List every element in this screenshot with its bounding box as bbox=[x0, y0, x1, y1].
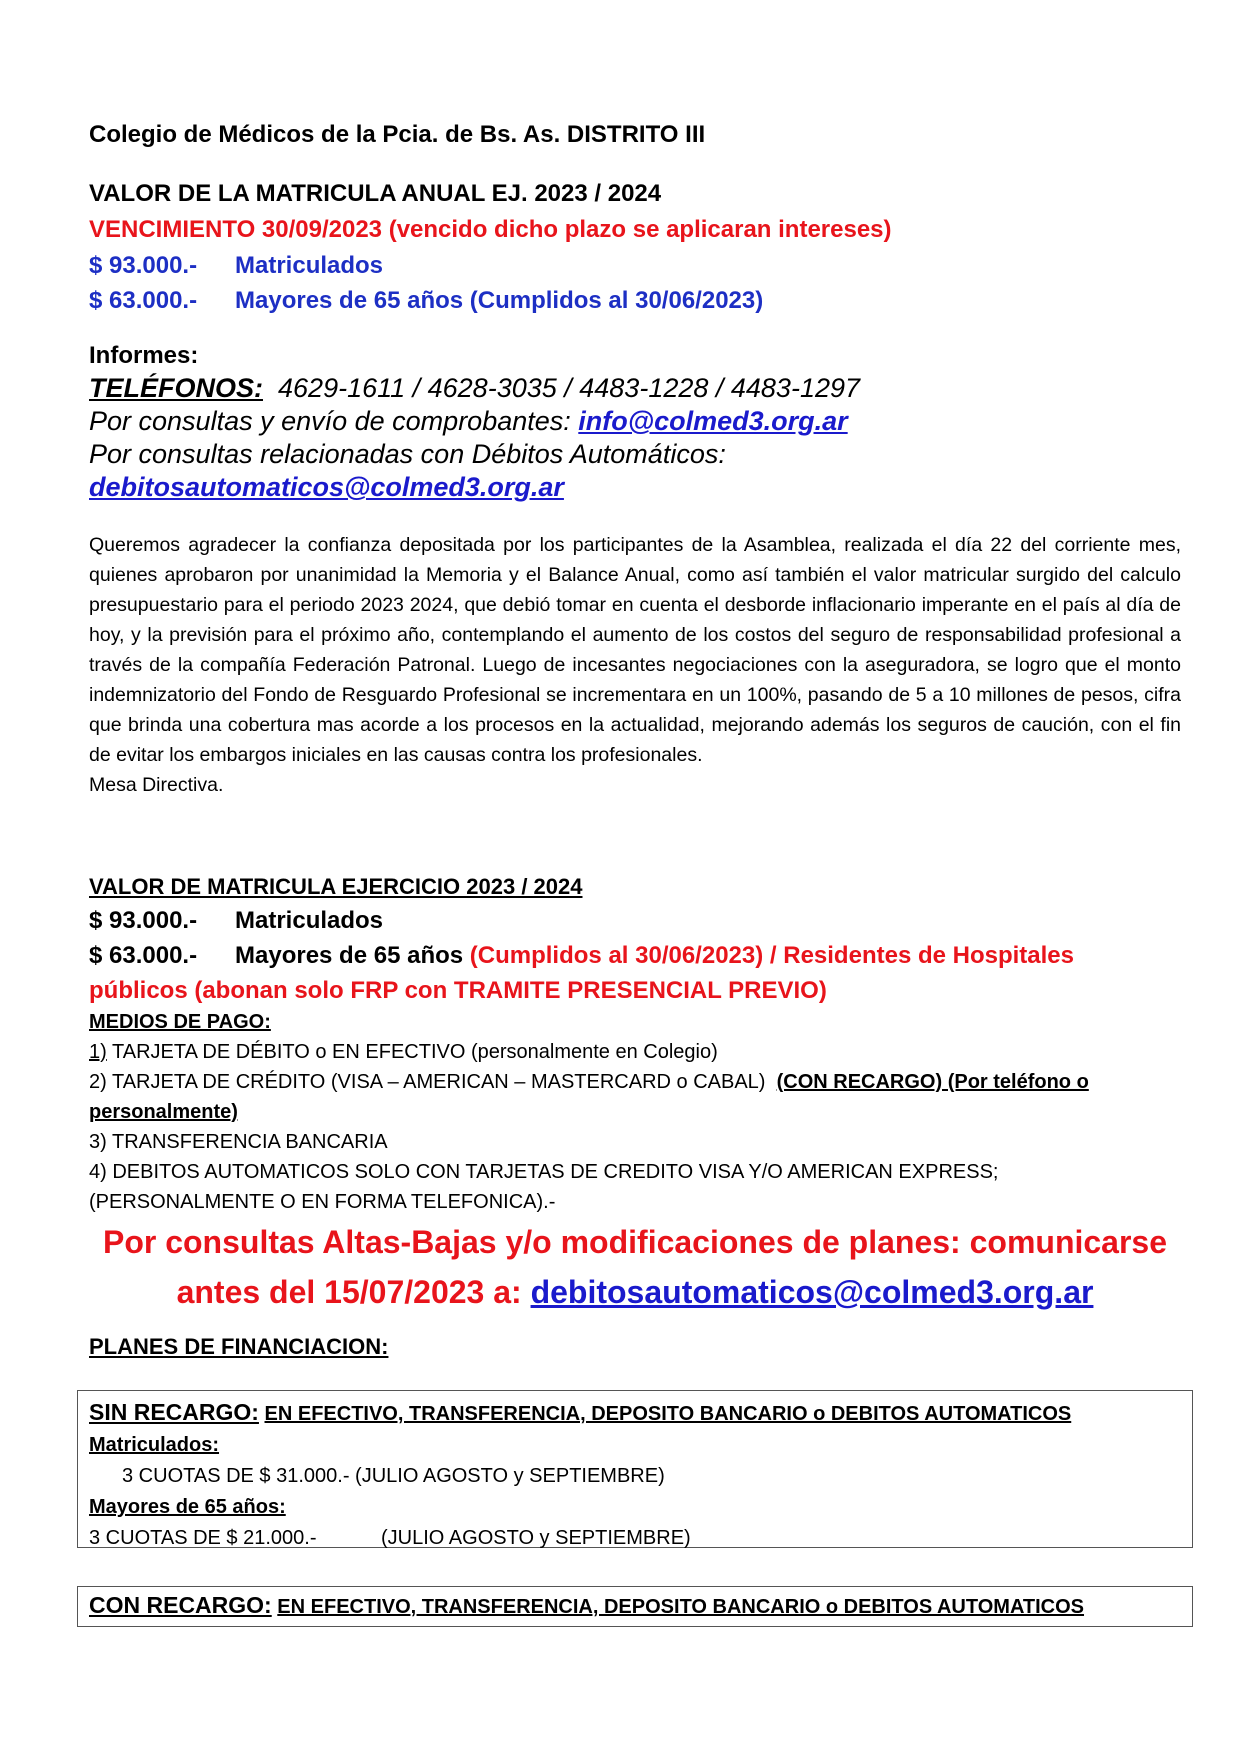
payment-item-text: 2) TARJETA DE CRÉDITO (VISA – AMERICAN – MASTERCARD o CABAL) bbox=[89, 1071, 766, 1093]
plan-title-row bbox=[89, 1590, 1181, 1623]
notice-text: antes del 15/07/2023 a: bbox=[176, 1274, 522, 1310]
fee-row-matriculados bbox=[89, 252, 383, 280]
plan-box-con-recargo bbox=[77, 1586, 1193, 1627]
fee-amount: $ 63.000.- bbox=[89, 942, 198, 969]
notice-line-2 bbox=[80, 1267, 1190, 1317]
payment-item-4-continued: (PERSONALMENTE O EN FORMA TELEFONICA).- bbox=[89, 1191, 556, 1213]
plan-group-label: Mayores de 65 años: bbox=[89, 1496, 286, 1518]
payment-item-text: TARJETA DE DÉBITO o EN EFECTIVO (personalmente en Colegio) bbox=[106, 1041, 718, 1063]
payment-item-number: 1) bbox=[89, 1041, 107, 1063]
consultas-line bbox=[89, 406, 848, 437]
plan-methods: EN EFECTIVO, TRANSFERENCIA, DEPOSITO BANCARIO o DEBITOS AUTOMATICOS bbox=[264, 1403, 1072, 1425]
fee-label: Matriculados bbox=[235, 907, 384, 934]
notice-email-link[interactable]: debitosautomaticos@colmed3.org.ar bbox=[530, 1274, 1094, 1310]
phones-label: TELÉFONOS: bbox=[89, 373, 263, 403]
message-body: Queremos agradecer la confianza depositada por los participantes de la Asamblea, realizada el día 22 del corriente mes, quienes aprobaron por unanimidad la Memoria y el Balance Anual, como así también el valor matricular surgido del calculo presupuestario para el periodo 2023 2024, que debió tomar en cuenta el desborde inflacionario imperante en el país al día de hoy, y la previsión para el próximo año, contemplando el aumento de los costos del seguro de responsabilidad profesional a través de la compañía Federación Patronal. Luego de incesantes negociaciones con la aseguradora, se logro que el monto indemnizatorio del Fondo de Resguardo Profesional se incrementara en un 100%, pasando de 5 a 10 millones de pesos, cifra que brinda una cobertura mas acorde a los procesos en la actualidad, mejorando además los seguros de caución, con el fin de evitar los embargos iniciales en las causas contra los profesionales. bbox=[89, 534, 1181, 766]
plan-group-line: 3 CUOTAS DE $ 31.000.- (JULIO AGOSTO y SEPTIEMBRE) bbox=[122, 1465, 665, 1487]
informes-heading: Informes: bbox=[89, 342, 199, 369]
fee-note-continued: públicos (abonan solo FRP con TRAMITE PRESENCIAL PREVIO) bbox=[89, 977, 827, 1004]
plan-title: CON RECARGO: bbox=[89, 1592, 272, 1618]
payment-item-4: 4) DEBITOS AUTOMATICOS SOLO CON TARJETAS DE CREDITO VISA Y/O AMERICAN EXPRESS; bbox=[89, 1161, 999, 1183]
fee-amount: $ 63.000.- bbox=[89, 287, 198, 314]
payment-heading: MEDIOS DE PAGO: bbox=[89, 1011, 271, 1033]
fee-amount: $ 93.000.- bbox=[89, 907, 198, 934]
message-signature: Mesa Directiva. bbox=[89, 774, 224, 796]
fee-label: Mayores de 65 años (Cumplidos al 30/06/2023) bbox=[235, 287, 764, 314]
section2-fee-mayores bbox=[89, 942, 1074, 970]
payment-item-3: 3) TRANSFERENCIA BANCARIA bbox=[89, 1131, 388, 1153]
message-paragraph bbox=[89, 530, 1181, 800]
plan-installments: 3 CUOTAS DE $ 21.000.- bbox=[89, 1527, 317, 1549]
debitos-text: Por consultas relacionadas con Débitos Automáticos: bbox=[89, 439, 726, 469]
notice-line-1: Por consultas Altas-Bajas y/o modificaciones de planes: comunicarse bbox=[102, 1224, 1168, 1260]
fee-row-mayores bbox=[89, 287, 763, 315]
annual-fee-title: VALOR DE LA MATRICULA ANUAL EJ. 2023 / 2024 bbox=[89, 180, 662, 207]
section2-fee-matriculados bbox=[89, 907, 383, 935]
section2-title: VALOR DE MATRICULA EJERCICIO 2023 / 2024 bbox=[89, 874, 583, 899]
due-date-notice: VENCIMIENTO 30/09/2023 (vencido dicho plazo se aplicaran intereses) bbox=[89, 216, 892, 243]
debitos-email-link[interactable]: debitosautomaticos@colmed3.org.ar bbox=[89, 472, 564, 502]
plan-methods: EN EFECTIVO, TRANSFERENCIA, DEPOSITO BANCARIO o DEBITOS AUTOMATICOS bbox=[277, 1596, 1085, 1618]
consultas-text: Por consultas y envío de comprobantes: bbox=[89, 406, 571, 436]
fee-label: Matriculados bbox=[235, 252, 384, 279]
plan-group-label: Matriculados: bbox=[89, 1434, 220, 1456]
plan-group-line bbox=[89, 1523, 1181, 1554]
plans-heading: PLANES DE FINANCIACION: bbox=[89, 1334, 389, 1359]
info-email-link[interactable]: info@colmed3.org.ar bbox=[578, 406, 848, 436]
fee-label: Mayores de 65 años bbox=[235, 942, 464, 969]
plan-title: SIN RECARGO: bbox=[89, 1399, 259, 1425]
institution-heading: Colegio de Médicos de la Pcia. de Bs. As. DISTRITO III bbox=[89, 121, 706, 148]
fee-amount: $ 93.000.- bbox=[89, 252, 198, 279]
plan-months: (JULIO AGOSTO y SEPTIEMBRE) bbox=[381, 1527, 691, 1549]
payment-item-2 bbox=[89, 1071, 1089, 1094]
plan-box-sin-recargo bbox=[77, 1390, 1193, 1548]
payment-item-1 bbox=[89, 1041, 718, 1064]
payment-item-note: (CON RECARGO) (Por teléfono o bbox=[776, 1071, 1089, 1093]
fee-note: (Cumplidos al 30/06/2023) / Residentes de Hospitales bbox=[469, 942, 1074, 969]
phones-line bbox=[89, 373, 860, 404]
phones-numbers: 4629-1611 / 4628-3035 / 4483-1228 / 4483-1297 bbox=[278, 373, 861, 403]
plan-title-row bbox=[89, 1397, 1181, 1430]
payment-item-2-note-continued: personalmente) bbox=[89, 1101, 238, 1123]
